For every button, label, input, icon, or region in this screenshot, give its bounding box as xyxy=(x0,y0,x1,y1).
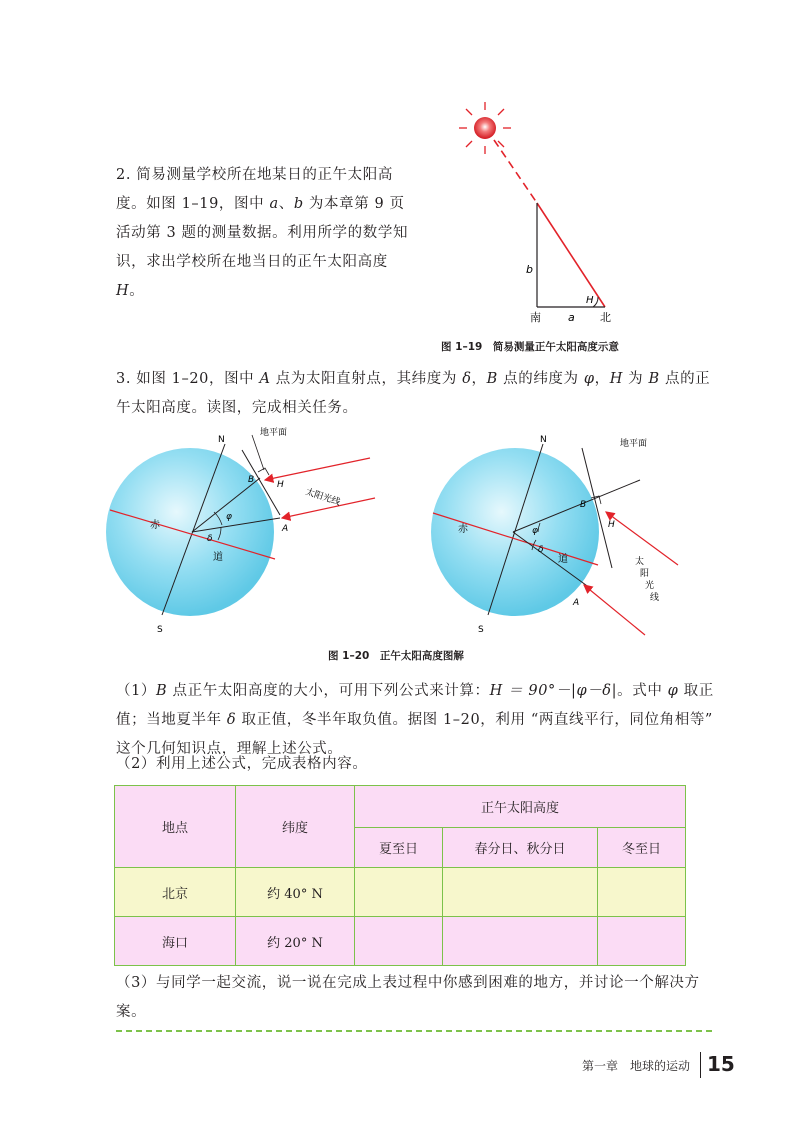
label-south: 南 xyxy=(530,311,541,324)
sunray-a-right xyxy=(584,585,645,635)
label-b-left: B xyxy=(248,475,255,485)
cell-latitude: 约 20° N xyxy=(236,917,355,966)
label-equator1-left: 赤 xyxy=(150,520,160,531)
cell-equinox-input[interactable] xyxy=(443,917,598,966)
label-a: a xyxy=(568,311,575,324)
label-equator2-right: 道 xyxy=(558,554,568,565)
label-sunlight-right-2: 阳 xyxy=(640,569,650,579)
label-north: 北 xyxy=(600,311,611,324)
sun-ray xyxy=(537,203,605,307)
globe-right xyxy=(431,435,678,635)
label-h-left: H xyxy=(277,480,284,490)
label-horizon-left: 地平面 xyxy=(260,428,288,438)
question-3-text: 3. 如图 1–20，图中 A 点为太阳直射点，其纬度为 δ，B 点的纬度为 φ，H 为 B 点的正午太阳高度。读图，完成相关任务。 xyxy=(116,371,711,416)
label-a-right: A xyxy=(573,598,580,608)
table-header-row xyxy=(115,786,686,828)
page-number: 15 xyxy=(707,1052,735,1076)
cell-summer-input[interactable] xyxy=(355,917,443,966)
cell-latitude: 约 40° N xyxy=(236,868,355,917)
figure-1-20-caption: 图 1–20 正午太阳高度图解 xyxy=(328,650,464,662)
sunray-b-left xyxy=(265,458,370,480)
cell-summer-input[interactable] xyxy=(355,868,443,917)
header-winter-solstice: 冬至日 xyxy=(598,828,686,868)
task-2-text: （2）利用上述公式，完成表格内容。 xyxy=(116,756,368,772)
table-row xyxy=(115,917,686,966)
cell-place: 海口 xyxy=(115,917,236,966)
header-noon-altitude: 正午太阳高度 xyxy=(355,786,686,828)
sun-icon xyxy=(459,102,511,154)
label-h: H xyxy=(586,295,594,306)
label-phi-left: φ xyxy=(226,512,232,522)
cell-place: 北京 xyxy=(115,868,236,917)
label-b-right: B xyxy=(580,500,587,510)
label-sunlight-right-3: 光 xyxy=(645,581,655,591)
label-delta-left: δ xyxy=(207,534,213,544)
label-sunlight-right-1: 太 xyxy=(635,557,645,567)
footer-chapter: 第一章 地球的运动 xyxy=(582,1059,691,1073)
label-s-left: S xyxy=(157,625,163,635)
header-summer-solstice: 夏至日 xyxy=(355,828,443,868)
label-horizon-right: 地平面 xyxy=(620,439,648,449)
task-1-text: （1）B 点正午太阳高度的大小，可用下列公式来计算：H ＝ 90°－|φ－δ|。式中 φ 取正值；当地夏半年 δ 取正值，冬半年取负值。据图 1–20，利用 “两直线平行，同位角相等” 这个几何知识点，理解上述公式。 xyxy=(116,683,714,757)
label-equator2-left: 道 xyxy=(213,552,223,563)
globe-left xyxy=(106,426,375,635)
label-n-right: N xyxy=(540,435,547,445)
figure-1-19 xyxy=(450,95,620,335)
header-place: 地点 xyxy=(115,786,236,868)
header-equinox: 春分日、秋分日 xyxy=(443,828,598,868)
label-s-right: S xyxy=(478,625,484,635)
label-equator1-right: 赤 xyxy=(458,524,468,535)
label-sunlight-left: 太阳光线 xyxy=(304,487,342,508)
horizon-leader-left xyxy=(252,435,264,470)
figure-1-20 xyxy=(100,420,700,640)
cell-winter-input[interactable] xyxy=(598,917,686,966)
sun-ray-dashed xyxy=(494,140,537,203)
noon-sun-altitude-table xyxy=(114,785,686,966)
label-delta-right: δ xyxy=(538,545,544,555)
cell-equinox-input[interactable] xyxy=(443,868,598,917)
label-n-left: N xyxy=(218,435,225,445)
angle-h-arc xyxy=(593,297,598,307)
label-phi-right: φ xyxy=(532,526,538,536)
task-3-text: （3）与同学一起交流，说一说在完成上表过程中你感到困难的地方，并讨论一个解决方案。 xyxy=(116,975,700,1020)
figure-1-19-caption: 图 1–19 简易测量正午太阳高度示意 xyxy=(441,341,619,353)
footer-divider xyxy=(700,1052,701,1078)
cell-winter-input[interactable] xyxy=(598,868,686,917)
label-b: b xyxy=(526,263,533,276)
header-latitude: 纬度 xyxy=(236,786,355,868)
label-sunlight-right-4: 线 xyxy=(650,593,660,603)
label-a-left: A xyxy=(282,524,289,534)
label-h-right: H xyxy=(608,520,615,530)
question-2-text: 2. 简易测量学校所在地某日的正午太阳高度。如图 1–19，图中 a、b 为本章第 9 页活动第 3 题的测量数据。利用所学的数学知识，求出学校所在地当日的正午太阳高度 H。 xyxy=(116,167,409,299)
dashed-divider xyxy=(116,1030,712,1032)
table-row xyxy=(115,868,686,917)
